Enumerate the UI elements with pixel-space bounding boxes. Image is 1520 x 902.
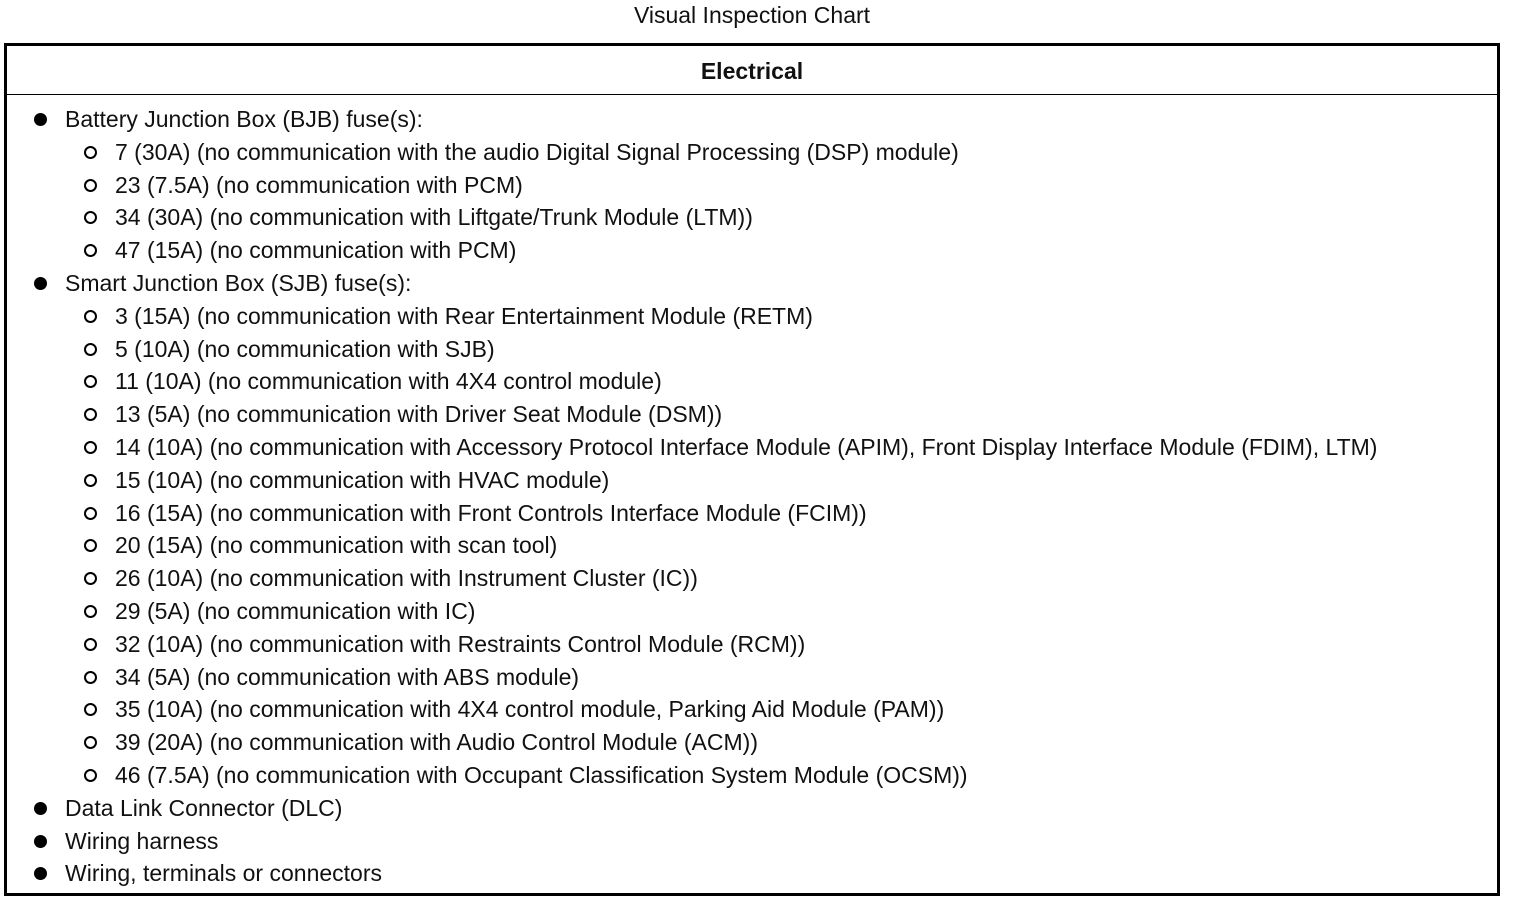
fuse-item-row xyxy=(7,562,1497,595)
fuse-item xyxy=(7,562,1497,595)
inspection-item xyxy=(7,103,1497,267)
bullet-circle-icon xyxy=(84,179,97,192)
fuse-item-row xyxy=(7,497,1497,530)
inspection-item xyxy=(7,792,1497,825)
fuse-item-row xyxy=(7,365,1497,398)
inspection-item-row xyxy=(7,857,1497,890)
fuse-item xyxy=(7,726,1497,759)
fuse-item-label: 29 (5A) (no communication with IC) xyxy=(115,597,476,624)
fuse-item xyxy=(7,201,1497,234)
inspection-item-label: Wiring harness xyxy=(65,827,219,854)
fuse-item-label: 35 (10A) (no communication with 4X4 control module, Parking Aid Module (PAM)) xyxy=(115,696,945,723)
chart-caption: Visual Inspection Chart xyxy=(633,2,871,28)
fuse-item-label: 15 (10A) (no communication with HVAC module) xyxy=(115,466,610,493)
fuse-item xyxy=(7,595,1497,628)
fuse-item-row xyxy=(7,201,1497,234)
bullet-circle-icon xyxy=(84,769,97,782)
fuse-item-row xyxy=(7,529,1497,562)
bullet-circle-icon xyxy=(84,507,97,520)
fuse-item xyxy=(7,464,1497,497)
fuse-item-row xyxy=(7,431,1497,464)
fuse-item xyxy=(7,431,1497,464)
fuse-item xyxy=(7,300,1497,333)
fuse-item-row xyxy=(7,661,1497,694)
table-body xyxy=(7,95,1497,890)
bullet-disc-icon xyxy=(34,113,47,126)
inspection-item xyxy=(7,857,1497,890)
fuse-item-row xyxy=(7,464,1497,497)
inspection-item-row xyxy=(7,103,1497,136)
inspection-item-label: Wiring, terminals or connectors xyxy=(65,860,382,887)
bullet-circle-icon xyxy=(84,343,97,356)
fuse-item-row xyxy=(7,628,1497,661)
bullet-disc-icon xyxy=(34,277,47,290)
fuse-item-label: 46 (7.5A) (no communication with Occupant Classification System Module (OCSM)) xyxy=(115,761,968,788)
fuse-item xyxy=(7,333,1497,366)
fuse-item-row xyxy=(7,234,1497,267)
fuse-item-label: 7 (30A) (no communication with the audio Digital Signal Processing (DSP) module) xyxy=(115,138,959,165)
fuse-item-label: 14 (10A) (no communication with Accessory Protocol Interface Module (APIM), Front Display Interface Module (FDIM), LTM) xyxy=(115,433,1378,460)
bullet-circle-icon xyxy=(84,441,97,454)
inspection-item xyxy=(7,825,1497,858)
fuse-item-label: 20 (15A) (no communication with scan tool) xyxy=(115,532,558,559)
fuse-item-row xyxy=(7,726,1497,759)
fuse-item-row xyxy=(7,595,1497,628)
fuse-item-row xyxy=(7,759,1497,792)
bullet-circle-icon xyxy=(84,474,97,487)
bullet-circle-icon xyxy=(84,605,97,618)
bullet-circle-icon xyxy=(84,244,97,257)
bullet-circle-icon xyxy=(84,211,97,224)
bullet-circle-icon xyxy=(84,572,97,585)
fuse-item-label: 34 (30A) (no communication with Liftgate/Trunk Module (LTM)) xyxy=(115,204,753,231)
fuse-item xyxy=(7,365,1497,398)
inspection-item-label: Smart Junction Box (SJB) fuse(s): xyxy=(65,269,412,296)
bullet-circle-icon xyxy=(84,638,97,651)
fuse-item xyxy=(7,693,1497,726)
fuse-item-label: 26 (10A) (no communication with Instrument Cluster (IC)) xyxy=(115,565,698,592)
bullet-circle-icon xyxy=(84,671,97,684)
fuse-item-label: 23 (7.5A) (no communication with PCM) xyxy=(115,171,523,198)
fuse-item xyxy=(7,136,1497,169)
fuse-item-label: 34 (5A) (no communication with ABS module) xyxy=(115,663,580,690)
inspection-item-row xyxy=(7,267,1497,300)
fuse-item-row xyxy=(7,693,1497,726)
bullet-circle-icon xyxy=(84,703,97,716)
fuse-item xyxy=(7,398,1497,431)
fuse-item-row xyxy=(7,300,1497,333)
bullet-circle-icon xyxy=(84,146,97,159)
bullet-disc-icon xyxy=(34,835,47,848)
fuse-item-row xyxy=(7,398,1497,431)
bullet-circle-icon xyxy=(84,736,97,749)
inspection-item-row xyxy=(7,792,1497,825)
fuse-sublist xyxy=(7,136,1497,267)
bullet-circle-icon xyxy=(84,408,97,421)
fuse-item xyxy=(7,628,1497,661)
inspection-item-row xyxy=(7,825,1497,858)
fuse-item-row xyxy=(7,333,1497,366)
fuse-item xyxy=(7,759,1497,792)
fuse-item-label: 5 (10A) (no communication with SJB) xyxy=(115,335,495,362)
fuse-item-label: 11 (10A) (no communication with 4X4 control module) xyxy=(115,368,662,395)
fuse-item-row xyxy=(7,169,1497,202)
fuse-item-label: 3 (15A) (no communication with Rear Entertainment Module (RETM) xyxy=(115,302,813,329)
fuse-item-label: 39 (20A) (no communication with Audio Control Module (ACM)) xyxy=(115,729,758,756)
fuse-item xyxy=(7,497,1497,530)
bullet-circle-icon xyxy=(84,310,97,323)
fuse-item xyxy=(7,234,1497,267)
inspection-item xyxy=(7,267,1497,792)
fuse-item xyxy=(7,169,1497,202)
fuse-item xyxy=(7,529,1497,562)
fuse-sublist xyxy=(7,300,1497,792)
inspection-item-list xyxy=(7,103,1497,890)
fuse-item-label: 47 (15A) (no communication with PCM) xyxy=(115,237,517,264)
inspection-item-label: Data Link Connector (DLC) xyxy=(65,794,343,821)
fuse-item xyxy=(7,661,1497,694)
bullet-circle-icon xyxy=(84,539,97,552)
table-header-electrical: Electrical xyxy=(7,46,1497,95)
bullet-disc-icon xyxy=(34,802,47,815)
inspection-table xyxy=(4,43,1500,896)
fuse-item-label: 32 (10A) (no communication with Restraints Control Module (RCM)) xyxy=(115,630,806,657)
inspection-item-label: Battery Junction Box (BJB) fuse(s): xyxy=(65,106,423,132)
fuse-item-label: 16 (15A) (no communication with Front Controls Interface Module (FCIM)) xyxy=(115,499,867,526)
fuse-item-label: 13 (5A) (no communication with Driver Seat Module (DSM)) xyxy=(115,401,723,428)
fuse-item-row xyxy=(7,136,1497,169)
bullet-disc-icon xyxy=(34,867,47,880)
bullet-circle-icon xyxy=(84,375,97,388)
